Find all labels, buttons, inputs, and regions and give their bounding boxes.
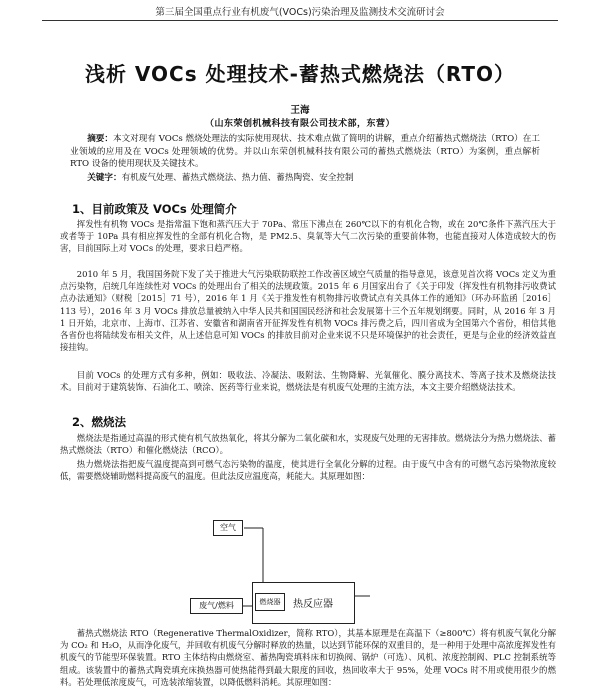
- abstract-label: 摘要：: [87, 134, 113, 144]
- header-divider: [42, 20, 558, 21]
- exhaust-fuel-box: [190, 598, 243, 614]
- exhaust-fuel-label: 废气/燃料: [199, 601, 234, 610]
- abstract-text: 本文对现有 VOCs 燃烧处理法的实际使用现状、技术难点做了简明的讲解，重点介绍蓄热式燃烧法（RTO）在工业领域的应用及在 VOCs 处理领域的优势。并以山东荣创机械科技有限公司的蓄热式燃烧法（RTO）为案例，重点解析 RTO 设备的使用现状及关键技术。: [70, 134, 540, 169]
- section-2-paragraph-3: 蓄热式燃烧法 RTO（Regenerative ThermalOxidizer，简称 RTO），其基本原理是在高温下（≥800℃）将有机废气氧化分解为 CO₂ 和 H₂O，从而净化废气，并回收有机废气分解时释放的热量，以达到节能环保的双重目的，是一种用于处理中高浓度挥发性有机废气的节能型环保装置。RTO 主体结构由燃烧室、蓄热陶瓷填料床和切换阀、锅炉（可选）、风机、浓度控制阀、PLC 控制系统等组成。该装置中的蓄热式陶瓷填充床换热器可使热能得到最大限度的回收，热回收率大于 95%，处理 VOCs 时不用或使用很少的燃料。若处理低浓度废气，可选装浓缩装置，以降低燃料消耗。其原理如图：: [60, 628, 556, 687]
- reactor-label: 热反应器: [293, 599, 333, 610]
- burner-label: 燃烧器: [259, 598, 281, 606]
- section-1-heading: 1、目前政策及 VOCs 处理简介: [72, 202, 237, 216]
- section-1-paragraph-2: 2010 年 5 月，我国国务院下发了关于推进大气污染联防联控工作改善区域空气质量的指导意见，该意见首次将 VOCs 定义为重点污染物，启统几年连续性对 VOCs 的处理出台了相关的法规政策。2015 年 6 月国家出台了《关于印发（挥发性有机物排污收费试点办法通知》（财税［2015］71 号），2016 年 1 月《关于推发性有机物排污收费试点有关具体工作的通知》（环办环监函［2016］113 号），2016 年 3 月 VOCs 排放总量被纳入中华人民共和国国民经济和社会发展第十三个五年规划纲要。同时，从 2016 年 3 月 1 日开始，北京市、上海市、江苏省、安徽省和湖南省开征挥发性有机物 VOCs 排污费之后，四川省成为全国第六个省份，相信其他各省份也将陆续发布相关文件，从上述信息可知 VOCs 的排放目前对企业来说不只是环境保护的社会责任，更是与企业的经济效益直接挂钩。: [60, 269, 556, 353]
- section-2-paragraph-1: 燃烧法是指通过高温的形式使有机气放热氧化，将其分解为二氧化碳和水，实现废气处理的无害排放。燃烧法分为热力燃烧法、蓄热式燃烧法（RTO）和催化燃烧法（RCO）。: [60, 433, 556, 456]
- keywords-text: 有机废气处理、蓄热式燃烧法、热力值、蓄热陶瓷、安全控制: [121, 173, 354, 183]
- keywords: [70, 172, 540, 185]
- keywords-label: 关键字：: [87, 173, 122, 183]
- section-2-paragraph-2: 热力燃烧法指把废气温度提高到可燃气态污染物的温度，使其进行全氧化分解的过程。由于废气中含有的可燃气态污染物浓度较低，需要燃烧辅助燃料提高废气的温度。但此法反应温度高，耗能大。其原理如图：: [60, 459, 556, 482]
- air-label: 空气: [220, 523, 236, 532]
- abstract: [70, 133, 540, 171]
- author-name: 王海: [290, 105, 310, 116]
- author-affiliation: （山东荣创机械科技有限公司技术部，东营）: [204, 119, 395, 129]
- burner-box: [255, 593, 285, 611]
- running-head: 第三届全国重点行业有机废气(VOCs)污染治理及监测技术交流研讨会: [155, 7, 445, 18]
- air-box: [213, 520, 243, 536]
- section-1-paragraph-3: 目前 VOCs 的处理方式有多种，例如：吸收法、冷凝法、吸附法、生物降解、光氧催化、膜分离技术、等离子技术及燃烧法技术。目前对于建筑装饰、石油化工、喷涂、医药等行业来说，燃烧法是有机废气处理的主流方法，本文主要介绍燃烧法技术。: [60, 370, 556, 393]
- section-1-paragraph-1: 挥发性有机物 VOCs 是指常温下饱和蒸汽压大于 70Pa、常压下沸点在 260℃以下的有机化合物，或在 20℃条件下蒸汽压大于或者等于 10Pa 具有相应挥发性的全部有机化合物，是 PM2.5、臭氧等大气二次污染的重要前体物，也能直接对人体造成较大的伤害，目前国际上对 VOCs 的处理，要求日趋严格。: [60, 219, 556, 254]
- paper-title: 浅析 VOCs 处理技术-蓄热式燃烧法（RTO）: [84, 62, 516, 86]
- thermal-reactor-box: [252, 582, 355, 624]
- section-2-heading: 2、燃烧法: [72, 415, 127, 429]
